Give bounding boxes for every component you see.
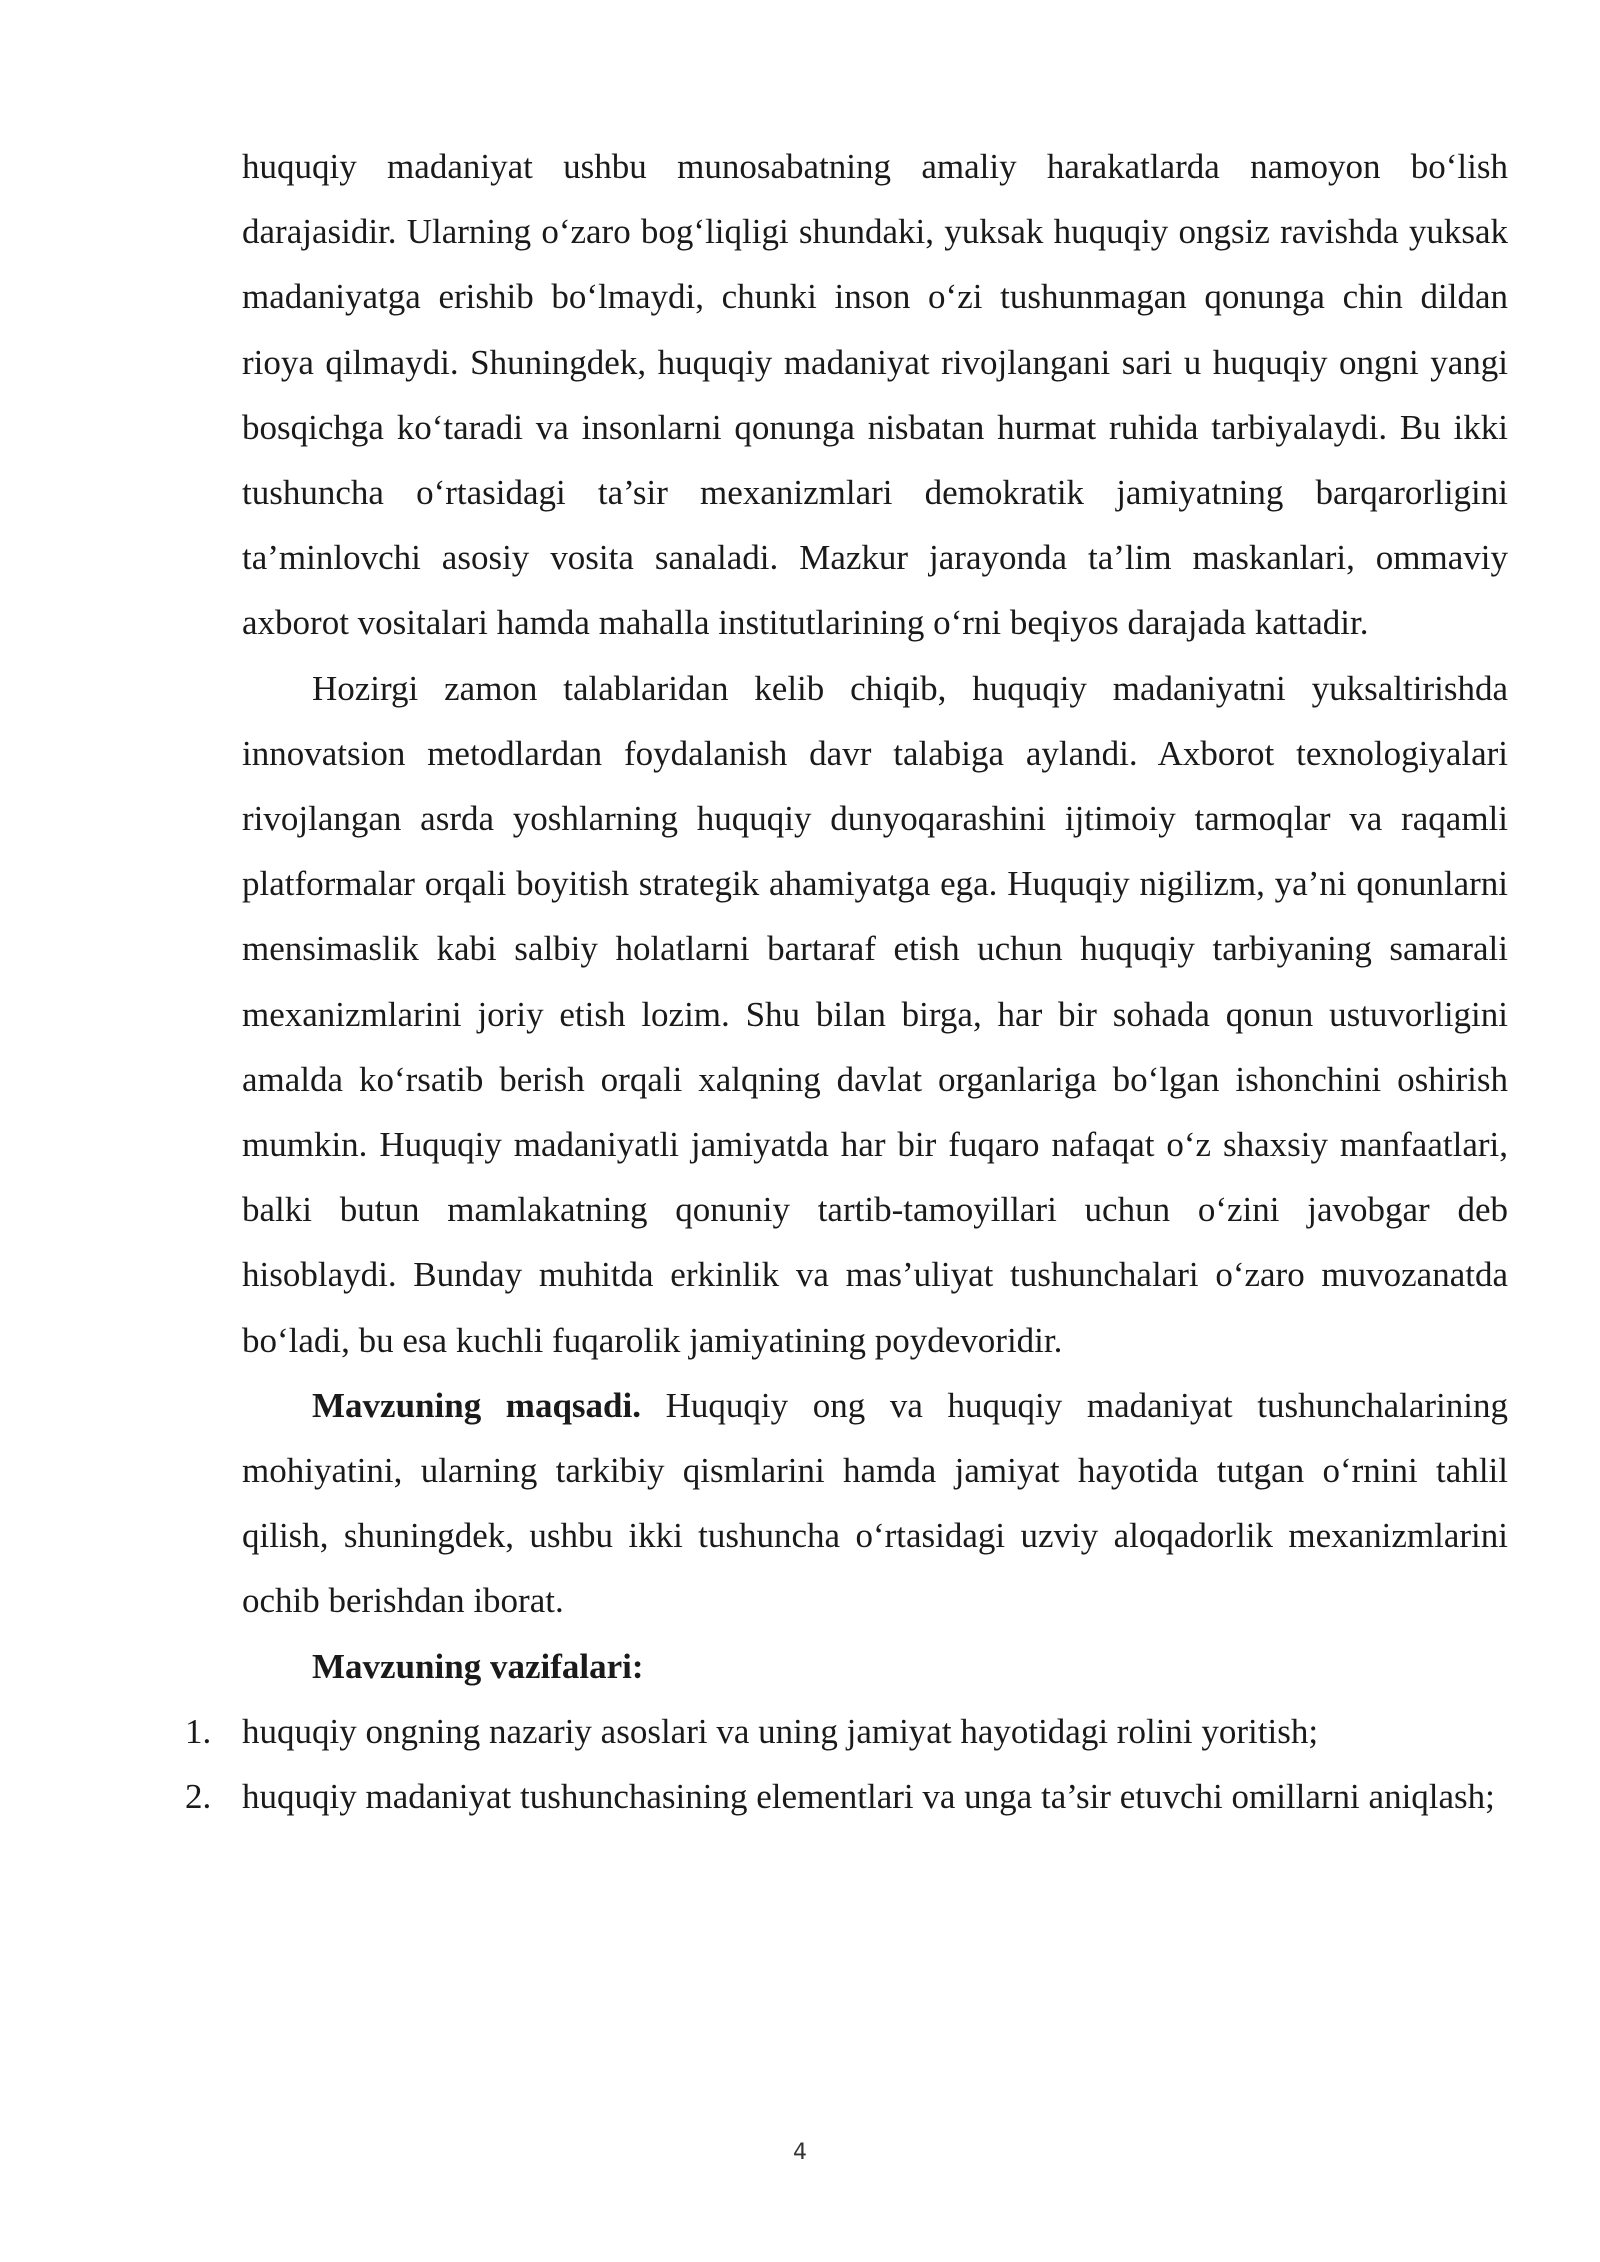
paragraph-modern-requirements: Hozirgi zamon talablaridan kelib chiqib, huquqiy madaniyatni yuksaltirishda innovatsion metodlardan foydalanish davr talabiga aylandi. Axborot texnologiyalari rivojlangan asrda yoshlarning huquqiy dunyoqarashini ijtimoiy tarmoqlar va raqamli platformalar orqali boyitish strategik ahamiyatga ega. Huquqiy nigilizm, ya’ni qonunlarni mensimaslik kabi salbiy holatlarni bartaraf etish uchun huquqiy tarbiyaning samarali mexanizmlarini joriy etish lozim. Shu bilan birga, har bir sohada qonun ustuvorligini amalda ko‘rsatib berish orqali xalqning davlat organlariga bo‘lgan ishonchini oshirish mumkin. Huquqiy madaniyatli jamiyatda har bir fuqaro nafaqat o‘z shaxsiy manfaatlari, balki butun mamlakatning qonuniy tartib-tamoyillari uchun o‘zini javobgar deb hisoblaydi. Bunday muhitda erkinlik va mas’uliyat tushunchalari o‘zaro muvozanatda bo‘ladi, bu esa kuchli fuqarolik jamiyatining poydevoridir. bbox=[242, 668, 1508, 1360]
tasks-heading: Mavzuning vazifalari: bbox=[312, 1646, 644, 1686]
topic-goal-text: Huquqiy ong va huquqiy madaniyat tushunchalarining mohiyatini, ularning tarkibiy qismlarini hamda jamiyat hayotida tutgan o‘rnini tahlil qilish, shuningdek, ushbu ikki tushuncha o‘rtasidagi uzviy aloqadorlik mexanizmlarini ochib berishdan iborat. bbox=[242, 1385, 1509, 1621]
task-text: huquqiy ongning nazariy asoslari va uning jamiyat hayotidagi rolini yoritish; bbox=[242, 1711, 1319, 1751]
task-number: 1. bbox=[185, 1711, 212, 1751]
paragraph-legal-culture-continuation: huquqiy madaniyat ushbu munosabatning amaliy harakatlarda namoyon bo‘lish darajasidir. Ularning o‘zaro bog‘liqligi shundaki, yuksak huquqiy ongsiz ravishda yuksak madaniyatga erishib bo‘lmaydi, chunki inson o‘zi tushunmagan qonunga chin dildan rioya qilmaydi. Shuningdek, huquqiy madaniyat rivojlangani sari u huquqiy ongni yangi bosqichga ko‘taradi va insonlarni qonunga nisbatan hurmat ruhida tarbiyalaydi. Bu ikki tushuncha o‘rtasidagi ta’sir mexanizmlari demokratik jamiyatning barqarorligini ta’minlovchi asosiy vosita sanaladi. Mazkur jarayonda ta’lim maskanlari, ommaviy axborot vositalari hamda mahalla institutlarining o‘rni beqiyos darajada kattadir. bbox=[242, 147, 1508, 643]
page-number: 4 bbox=[793, 2140, 807, 2165]
task-number: 2. bbox=[185, 1777, 212, 1817]
topic-goal-label: Mavzuning maqsadi. bbox=[312, 1385, 641, 1425]
task-item bbox=[185, 1699, 1508, 1764]
task-text: huquqiy madaniyat tushunchasining elementlari va unga ta’sir etuvchi omillarni aniqlash; bbox=[242, 1777, 1495, 1817]
task-item bbox=[185, 1764, 1508, 1829]
document-page bbox=[185, 134, 1509, 1829]
paragraph-topic-goal bbox=[242, 1373, 1508, 1634]
tasks-list bbox=[185, 1699, 1508, 1829]
